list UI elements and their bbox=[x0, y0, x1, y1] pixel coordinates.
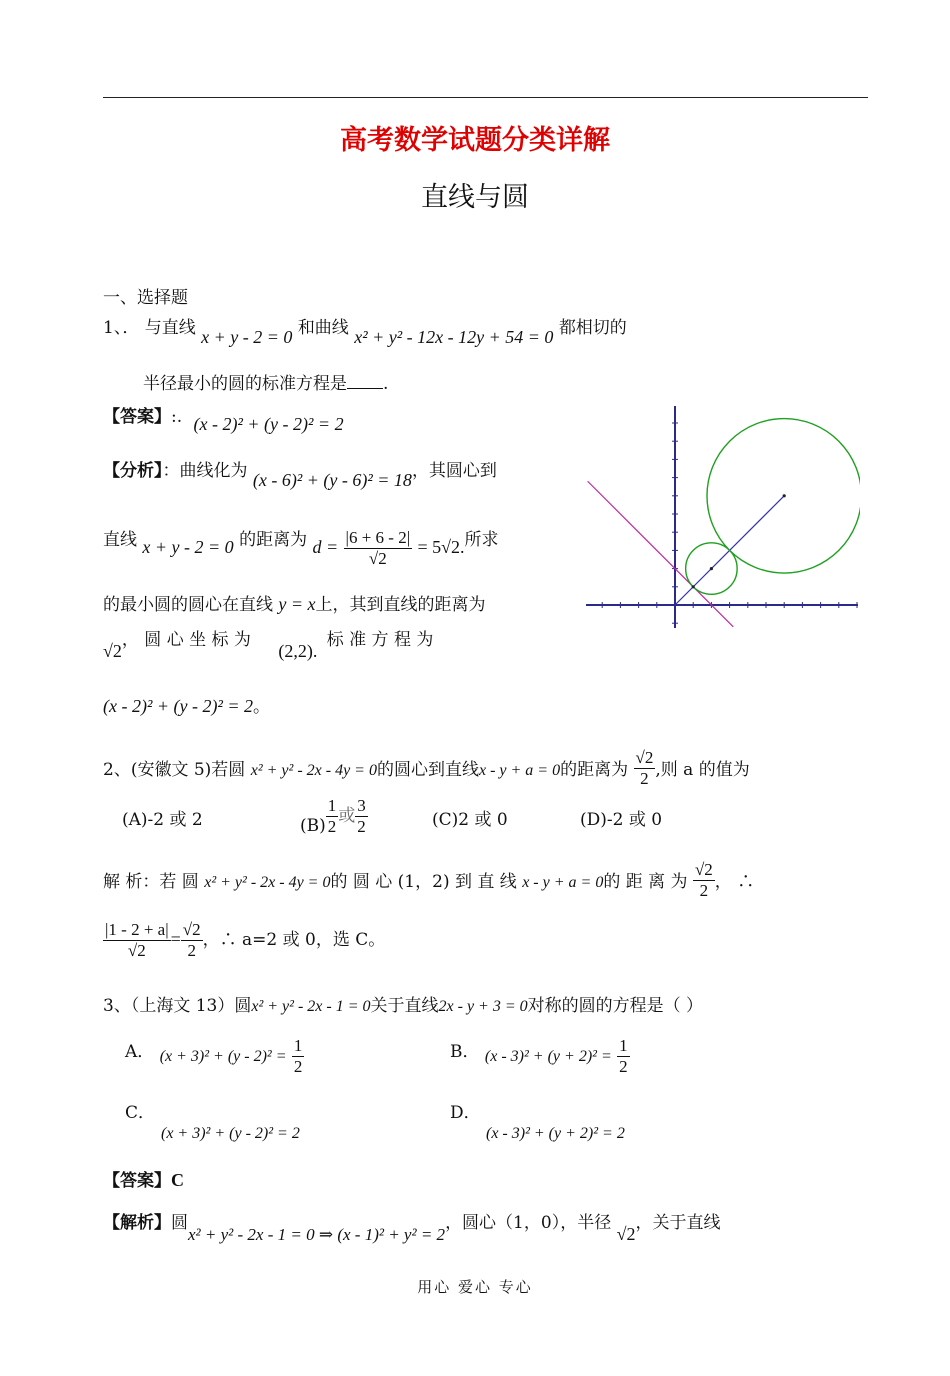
q3-option-d-label: D． bbox=[450, 1103, 481, 1123]
analysis-text1-end: ，其圆心到 bbox=[411, 461, 497, 481]
q2-solution-line: x - y + a = 0 bbox=[522, 874, 604, 891]
q2-distance-fraction bbox=[634, 748, 656, 789]
q3-option-c bbox=[125, 1098, 300, 1143]
q2-end-text: ,则 a 的值为 bbox=[655, 760, 750, 780]
q3-a-num: 1 bbox=[293, 1036, 303, 1055]
large-circle-center bbox=[783, 494, 786, 497]
analysis-yx-equation: y = x bbox=[278, 594, 316, 614]
q1-end: . bbox=[383, 374, 389, 394]
q2-solution-line1 bbox=[103, 862, 754, 903]
distance-numerator: |6 + 6 - 2| bbox=[345, 528, 411, 547]
analysis-curve-equation: (x - 6)² + (y - 6)² = 18 bbox=[252, 470, 412, 490]
q3-mid-text: 关于直线 bbox=[370, 996, 439, 1016]
q3-analysis-label: 【解析】 bbox=[103, 1213, 171, 1233]
analysis-final-end: 。 bbox=[253, 697, 271, 717]
analysis-text3-end: 上，其到直线的距离为 bbox=[315, 595, 486, 615]
analysis-text2-end: 所求 bbox=[464, 530, 499, 550]
analysis-standard-text: 标 准 方 程 为 bbox=[326, 630, 434, 650]
q2-frac-num: √2 bbox=[635, 748, 654, 767]
q2-sol2-num: |1 - 2 + a| bbox=[105, 920, 169, 939]
q3-analysis-equation: x² + y² - 2x - 1 = 0 ⇒ (x - 1)² + y² = 2 bbox=[188, 1225, 446, 1244]
q2-circle-equation: x² + y² - 2x - 4y = 0 bbox=[250, 762, 377, 779]
q3-analysis-end: ，关于直线 bbox=[635, 1213, 721, 1233]
q2-option-b bbox=[300, 796, 368, 837]
q3-analysis-text: 圆 bbox=[171, 1213, 188, 1233]
q3-answer-value: C bbox=[171, 1170, 184, 1190]
q3-option-a bbox=[125, 1036, 304, 1077]
q1-analysis-line4 bbox=[103, 625, 434, 661]
q1-analysis-line2 bbox=[103, 520, 499, 568]
distance-denominator: √2 bbox=[368, 549, 387, 568]
analysis-d-symbol: d = bbox=[312, 537, 339, 557]
q1-line1 bbox=[103, 313, 627, 347]
q3-line1 bbox=[103, 991, 703, 1016]
analysis-text3: 的最小圆的圆心在直线 bbox=[103, 595, 273, 615]
q3-option-a-equation: (x + 3)² + (y - 2)² = bbox=[159, 1048, 287, 1065]
small-circle-center bbox=[710, 567, 713, 570]
header-rule bbox=[103, 97, 868, 98]
q1-line2 bbox=[143, 369, 388, 394]
q2-line1 bbox=[103, 750, 750, 791]
analysis-center-text: ， 圆 心 坐 标 为 bbox=[121, 630, 251, 650]
q1-number: 1、． bbox=[103, 318, 140, 338]
q3-option-d bbox=[450, 1098, 625, 1143]
q2-sol2-end: ，∴ a=2 或 0，选 C。 bbox=[202, 930, 386, 950]
page-subtitle: 直线与圆 bbox=[421, 182, 529, 213]
q1-text3: 都相切的 bbox=[558, 318, 627, 338]
analysis-text2: 直线 bbox=[103, 530, 137, 550]
analysis-line-equation: x + y - 2 = 0 bbox=[142, 537, 234, 557]
q3-intro: 3、（上海文 13）圆 bbox=[103, 996, 252, 1016]
q2-intro: 2、(安徽文 5)若圆 bbox=[103, 760, 246, 780]
q3-option-c-label: C． bbox=[125, 1103, 156, 1123]
q3-b-den: 2 bbox=[619, 1057, 628, 1076]
q1-text1: 与直线 bbox=[144, 318, 196, 338]
q3-option-c-equation: (x + 3)² + (y - 2)² = 2 bbox=[161, 1125, 300, 1142]
q3-option-b-frac bbox=[617, 1036, 630, 1077]
q2-mid-text: 的圆心到直线 bbox=[376, 760, 479, 780]
analysis-center-point: (2,2). bbox=[278, 641, 318, 661]
q2-solution-mid: 的 圆 心 (1，2) 到 直 线 bbox=[330, 872, 517, 892]
answer-colon: :. bbox=[171, 407, 183, 427]
q2-solution-mid2: 的 距 离 为 bbox=[603, 872, 688, 892]
q3-option-b bbox=[450, 1036, 630, 1077]
q2-sol-fden: 2 bbox=[699, 881, 709, 900]
q3-option-a-frac bbox=[292, 1036, 305, 1077]
analysis-sqrt2: √2 bbox=[103, 641, 122, 661]
q2-solution-fraction bbox=[693, 860, 715, 901]
q2-solution-lhs bbox=[103, 920, 171, 961]
q3-line-equation: 2x - y + 3 = 0 bbox=[438, 998, 528, 1015]
q3-option-b-equation: (x - 3)² + (y + 2)² = bbox=[484, 1048, 612, 1065]
q3-analysis-sqrt: √2 bbox=[616, 1224, 636, 1244]
q2-b-den1: 2 bbox=[327, 817, 337, 836]
q2-solution-circle: x² + y² - 2x - 4y = 0 bbox=[204, 874, 331, 891]
q1-text2: 和曲线 bbox=[297, 318, 349, 338]
q1-curve-equation: x² + y² - 12x - 12y + 54 = 0 bbox=[354, 327, 554, 347]
q1-analysis-line5 bbox=[103, 692, 270, 717]
q3-b-num: 1 bbox=[619, 1036, 628, 1055]
q2-b-den2: 2 bbox=[357, 817, 366, 836]
q1-answer bbox=[103, 402, 344, 434]
q2-sol2-eq: = bbox=[170, 929, 181, 949]
q2-option-a: (A)-2 或 2 bbox=[122, 810, 203, 830]
q2-b-num2: 3 bbox=[357, 796, 366, 815]
q2-option-b-frac1 bbox=[326, 796, 339, 837]
q3-analysis bbox=[103, 1208, 721, 1244]
page-footer: 用心 爱心 专心 bbox=[417, 1278, 533, 1296]
section-heading: 一、选择题 bbox=[103, 288, 188, 308]
q2-sol2-rden: 2 bbox=[187, 941, 196, 960]
q2-solution-end: ， ∴ bbox=[714, 872, 755, 892]
q2-sol-fnum: √2 bbox=[694, 860, 713, 879]
q3-analysis-mid: ，圆心（1，0），半径 bbox=[445, 1213, 612, 1233]
q1-answer-equation: (x - 2)² + (y - 2)² = 2 bbox=[193, 414, 344, 434]
figure-group bbox=[586, 406, 860, 628]
q2-option-b-or: 或 bbox=[338, 806, 356, 826]
q2-distance-text: 的距离为 bbox=[560, 760, 629, 780]
q3-option-a-label: A． bbox=[125, 1042, 155, 1062]
q1-line2-text: 半径最小的圆的标准方程是 bbox=[143, 374, 347, 394]
q2-solution-text: 解 析：若 圆 bbox=[103, 872, 199, 892]
q3-option-d-equation: (x - 3)² + (y + 2)² = 2 bbox=[486, 1125, 625, 1142]
q1-analysis-line1 bbox=[103, 456, 497, 490]
q2-option-b-label: (B) bbox=[300, 816, 326, 836]
distance-result: = 5√2. bbox=[417, 537, 465, 557]
circle-tangent-figure bbox=[584, 404, 860, 632]
q2-sol2-den: √2 bbox=[127, 941, 146, 960]
answer-label: 【答案】 bbox=[103, 407, 171, 427]
q2-frac-den: 2 bbox=[640, 769, 649, 788]
q3-option-b-label: B． bbox=[450, 1042, 480, 1062]
q3-answer bbox=[103, 1166, 184, 1191]
q1-line-equation: x + y - 2 = 0 bbox=[201, 327, 293, 347]
analysis-distance-text: 的距离为 bbox=[239, 530, 308, 550]
analysis-final-equation: (x - 2)² + (y - 2)² = 2 bbox=[103, 696, 254, 716]
q2-line-equation: x - y + a = 0 bbox=[478, 762, 561, 779]
page-title: 高考数学试题分类详解 bbox=[340, 125, 610, 156]
q2-option-d: (D)-2 或 0 bbox=[580, 810, 663, 830]
analysis-label: 【分析】 bbox=[103, 461, 163, 481]
q2-sol2-rnum: √2 bbox=[182, 920, 201, 939]
q3-answer-label: 【答案】 bbox=[103, 1171, 171, 1191]
q2-option-b-frac2 bbox=[355, 796, 368, 837]
q3-a-den: 2 bbox=[293, 1057, 303, 1076]
q3-circle-equation: x² + y² - 2x - 1 = 0 bbox=[251, 998, 371, 1015]
distance-fraction bbox=[344, 528, 413, 569]
q1-analysis-line3 bbox=[103, 590, 486, 615]
q3-end-text: 对称的圆的方程是（ ） bbox=[527, 996, 704, 1016]
analysis-text1: ：曲线化为 bbox=[162, 461, 248, 481]
q2-solution-rhs bbox=[181, 920, 203, 961]
q2-option-c: (C)2 或 0 bbox=[432, 810, 508, 830]
q2-solution-line2 bbox=[103, 920, 385, 961]
answer-blank bbox=[347, 374, 383, 389]
tangent-point bbox=[692, 585, 695, 588]
q2-b-num1: 1 bbox=[327, 796, 337, 815]
